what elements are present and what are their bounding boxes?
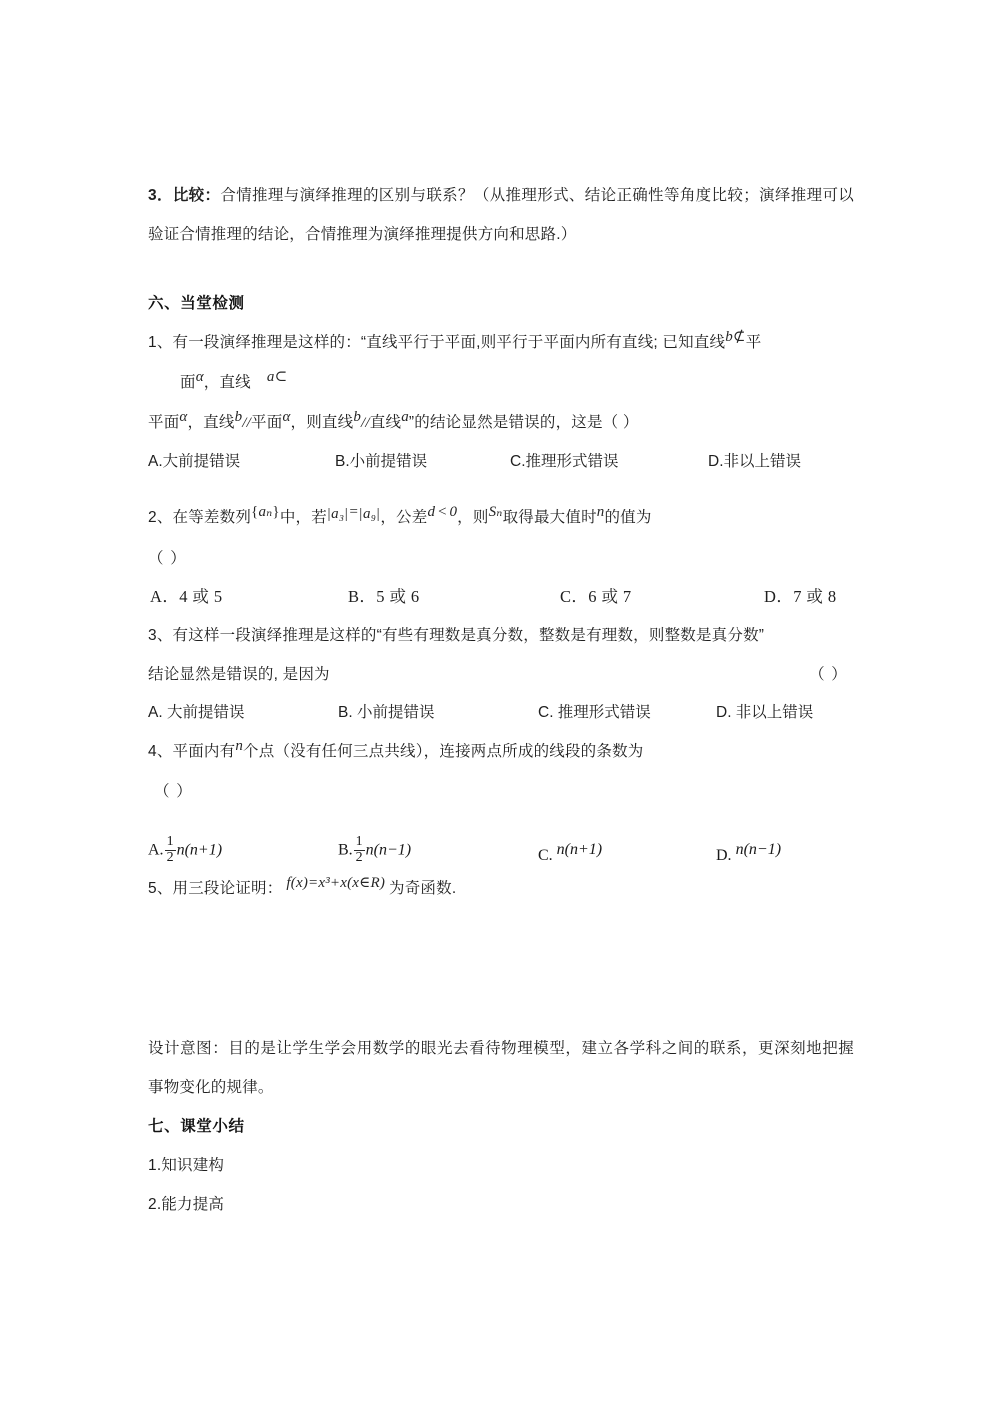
math-line-b-1: b — [234, 409, 243, 425]
fraction-numerator: 1 — [166, 834, 174, 850]
q5-suffix: 为奇函数. — [389, 880, 457, 897]
question-4-option-a-label: A. — [148, 842, 164, 860]
q2-suffix: 的值为 — [604, 509, 652, 526]
question-4-option-d[interactable] — [716, 841, 782, 865]
question-1-option-c[interactable]: C.推理形式错误 — [510, 453, 619, 470]
math-alpha: α — [195, 369, 204, 385]
question-4-option-c-label: C. — [538, 847, 553, 864]
question-1-text-prefix: 1、有一段演绎推理是这样的：“直线平行于平面,则平行于平面内所有直线; 已知直线 — [148, 334, 726, 351]
question-1-option-b[interactable]: B.小前提错误 — [335, 453, 428, 470]
math-line-b-2: b — [353, 409, 362, 425]
question-2-options — [148, 578, 854, 616]
q2-mid-1: 中，若 — [279, 509, 327, 526]
math-zero: 0 — [449, 504, 458, 520]
math-n: n — [596, 504, 605, 520]
q4-suffix: 个点（没有任何三点共线），连接两点所成的线段的条数为 — [243, 743, 644, 760]
summary-item-1: 1.知识建构 — [148, 1157, 225, 1174]
question-4-option-b-expr: n(n−1) — [365, 842, 412, 860]
fraction-denominator: 2 — [166, 849, 174, 865]
q5-prefix: 5、用三段论证明： — [148, 880, 283, 897]
question-3-line-2-text: 结论显然是错误的, 是因为 — [148, 666, 330, 683]
q1-l3-p4: ，则直线 — [290, 414, 354, 431]
fraction-numerator: 1 — [355, 834, 363, 850]
subset-icon: ⊂ — [274, 369, 288, 385]
compare-question-label: 比较： — [172, 187, 221, 204]
q1-l3-p1: 平面 — [148, 414, 180, 431]
section-seven-heading: 七、课堂小结 — [148, 1118, 245, 1135]
math-alpha-2: α — [282, 409, 291, 425]
compare-question-number: 3． — [148, 187, 173, 204]
question-5 — [148, 867, 854, 911]
question-1-line-1 — [148, 323, 854, 363]
compare-question-text: 合情推理与演绎推理的区别与联系？（从推理形式、结论正确性等角度比较；演绎推理可以验证合情推理的结论，合情推理为演绎推理提供方向和思路.） — [148, 187, 854, 243]
question-4-option-c-expr: n(n+1) — [556, 841, 603, 858]
document-content — [148, 176, 854, 1224]
question-4-option-a[interactable] — [148, 835, 222, 865]
q1-l3-p3: 平面 — [251, 414, 283, 431]
question-2-answer-paren[interactable]: （ ） — [148, 550, 187, 567]
q1-l3-p6: ”的结论显然是错误的，这是（ ） — [408, 414, 639, 431]
math-n-points: n — [235, 738, 244, 754]
question-2-option-b[interactable]: B．5 或 6 — [348, 587, 420, 606]
math-alpha-1: α — [179, 409, 188, 425]
question-3-line-2 — [148, 655, 854, 694]
parallel-icon-1: // — [242, 415, 252, 431]
math-less-than: < — [437, 504, 448, 520]
question-2-option-c[interactable]: C．6 或 7 — [560, 587, 632, 606]
question-2-line-1 — [148, 497, 854, 539]
question-4-options — [148, 811, 854, 867]
question-2-option-a[interactable]: A．4 或 5 — [150, 587, 223, 606]
question-1-line-2 — [148, 363, 854, 403]
question-4-line-1 — [148, 732, 854, 772]
math-line-a: a — [266, 369, 275, 385]
question-3-options — [148, 694, 854, 732]
question-4-answer-paren[interactable]: （ ） — [154, 783, 193, 800]
question-1-options — [148, 443, 854, 481]
q2-mid-4: 取得最大值时 — [502, 509, 597, 526]
question-4-option-a-expr: n(n+1) — [176, 842, 223, 860]
spacer — [148, 254, 854, 284]
question-4-option-c[interactable] — [538, 841, 603, 865]
parallel-icon-2: // — [361, 415, 370, 431]
question-4-option-a-fraction — [165, 835, 176, 865]
q2-mid-2: ，公差 — [380, 509, 428, 526]
question-3-answer-paren[interactable]: （ ） — [809, 666, 848, 683]
section-six-heading: 六、当堂检测 — [148, 295, 245, 312]
question-1-option-a[interactable]: A.大前提错误 — [148, 453, 241, 470]
math-line-a-1: a — [401, 409, 409, 425]
design-intent-paragraph: 设计意图：目的是让学生学会用数学的眼光去看待物理模型，建立各学科之间的联系，更深刻地把握事物变化的规律。 — [148, 1040, 854, 1096]
fraction-denominator: 2 — [355, 849, 363, 865]
math-sn: Sₙ — [488, 504, 503, 520]
math-sequence-an: { aₙ } — [251, 491, 280, 533]
q2-mid-3: ，则 — [457, 509, 489, 526]
question-4-option-b-label: B. — [338, 842, 353, 860]
spacer — [148, 911, 854, 1029]
math-function-fx: f(x)=x³+x(x∈R) — [286, 875, 386, 891]
math-d: d — [427, 504, 436, 520]
question-1-option-d[interactable]: D.非以上错误 — [708, 453, 802, 470]
q1-l3-p5: 直线 — [369, 414, 402, 431]
question-4-option-d-expr: n(n−1) — [735, 841, 782, 858]
question-3-option-c[interactable]: C. 推理形式错误 — [538, 704, 651, 721]
compare-question — [148, 176, 854, 254]
question-3-option-b[interactable]: B. 小前提错误 — [338, 704, 435, 721]
math-abs-a9: | a₉ | — [359, 493, 381, 535]
q1-l3-p2: ，直线 — [187, 414, 235, 431]
question-3-option-a[interactable]: A. 大前提错误 — [148, 704, 245, 721]
question-3-line-1: 3、有这样一段演绎推理是这样的“有些有理数是真分数，整数是有理数，则整数是真分数” — [148, 627, 765, 644]
question-1-line2-comma: ，直线 — [203, 374, 251, 391]
question-3-option-d[interactable]: D. 非以上错误 — [716, 704, 814, 721]
q2-prefix: 2、在等差数列 — [148, 509, 252, 526]
q4-prefix: 4、平面内有 — [148, 743, 236, 760]
question-1-plane-word: 面 — [180, 374, 196, 391]
not-subset-icon: ⊄ — [732, 329, 746, 345]
math-line-b: b — [725, 329, 733, 345]
math-abs-a3: | a₃ | — [327, 493, 349, 535]
question-2-option-d[interactable]: D．7 或 8 — [764, 587, 837, 606]
question-1-line-3 — [148, 403, 854, 443]
question-1-text-suffix: 平 — [745, 334, 762, 351]
question-4-option-d-label: D. — [716, 847, 732, 864]
math-equals: = — [348, 504, 359, 520]
summary-item-2: 2.能力提高 — [148, 1196, 225, 1213]
